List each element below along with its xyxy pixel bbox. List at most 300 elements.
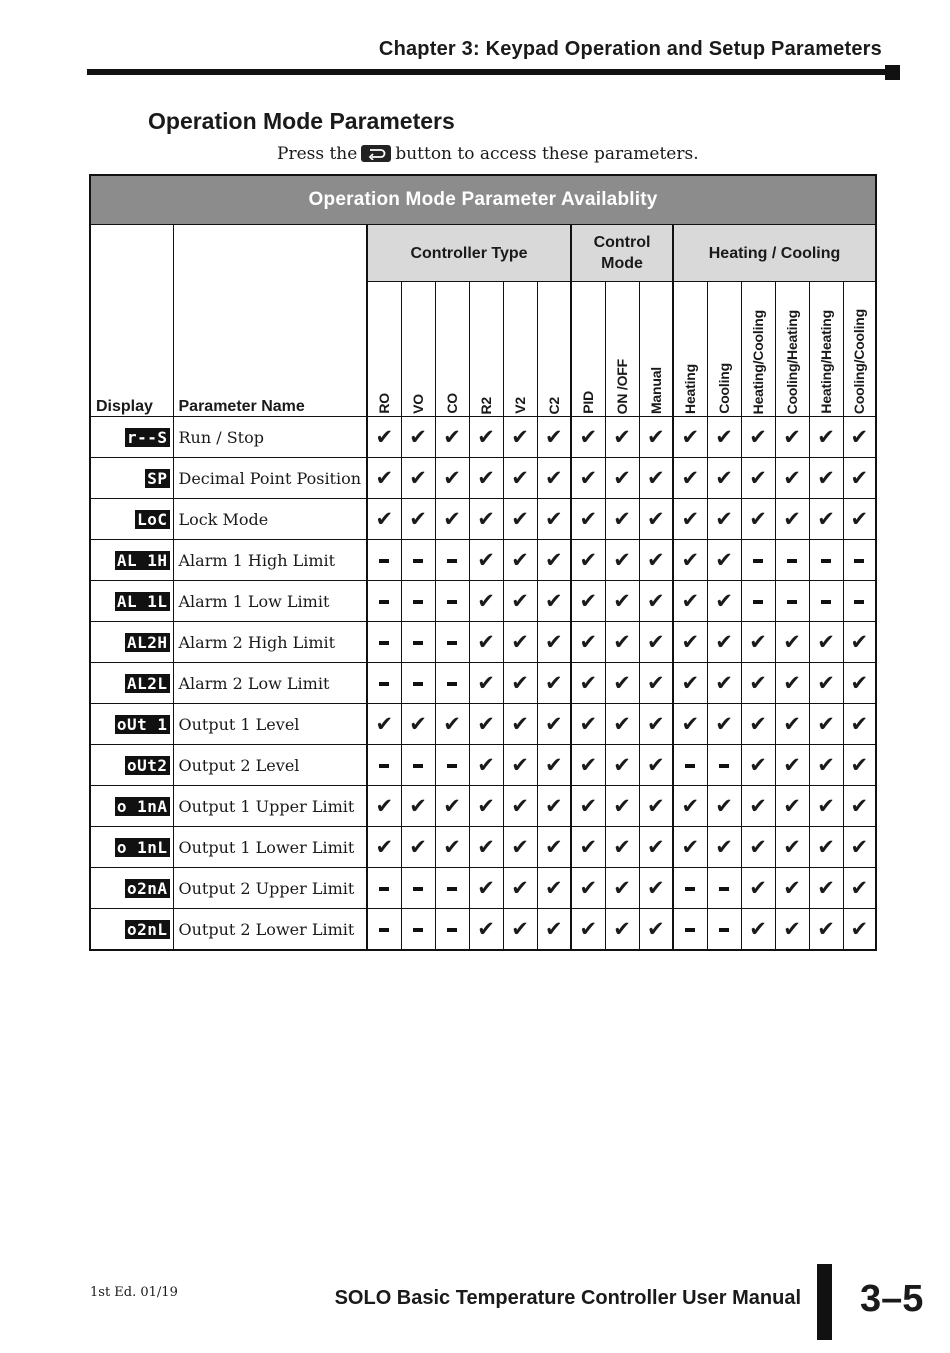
check-icon: ✔ (571, 581, 605, 622)
check-icon: ✔ (367, 827, 401, 868)
dash-mark (685, 887, 695, 891)
dash-mark (413, 764, 423, 768)
display-cell (90, 745, 173, 786)
check-icon: ✔ (843, 745, 876, 786)
dash-mark (379, 641, 389, 645)
column-header-label: Manual (647, 366, 664, 414)
check-icon: ✔ (639, 663, 673, 704)
column-header-label: RO (376, 393, 393, 414)
check-icon: ✔ (367, 704, 401, 745)
check-icon: ✔ (401, 458, 435, 499)
dash-mark (447, 600, 457, 604)
check-icon: ✔ (639, 868, 673, 909)
table-banner: Operation Mode Parameter Availablity (90, 175, 876, 225)
parameter-name-cell: Output 1 Level (173, 704, 367, 745)
check-icon: ✔ (775, 868, 809, 909)
lcd-display-code: o2nL (126, 919, 168, 939)
intro-after: button to access these parameters. (395, 144, 699, 164)
check-icon: ✔ (741, 786, 775, 827)
check-icon: ✔ (843, 417, 876, 458)
dash-mark (753, 559, 763, 563)
dash-icon (367, 745, 401, 786)
intro-before: Press the (277, 144, 358, 164)
dash-mark (753, 600, 763, 604)
dash-icon (367, 540, 401, 581)
display-cell (90, 417, 173, 458)
check-icon: ✔ (639, 458, 673, 499)
table-row (90, 868, 876, 909)
lcd-display-code: AL2L (126, 673, 168, 693)
dash-mark (854, 559, 864, 563)
check-icon: ✔ (503, 417, 537, 458)
check-icon: ✔ (469, 909, 503, 951)
check-icon: ✔ (741, 622, 775, 663)
dash-icon (775, 540, 809, 581)
check-icon: ✔ (775, 704, 809, 745)
dash-icon (809, 540, 843, 581)
check-icon: ✔ (639, 909, 673, 951)
dash-icon (367, 581, 401, 622)
check-icon: ✔ (571, 786, 605, 827)
display-cell (90, 458, 173, 499)
check-icon: ✔ (809, 704, 843, 745)
section-title: Operation Mode Parameters (148, 108, 455, 134)
table-row (90, 827, 876, 868)
check-icon: ✔ (605, 499, 639, 540)
check-icon: ✔ (605, 540, 639, 581)
check-icon: ✔ (775, 909, 809, 951)
check-icon: ✔ (401, 499, 435, 540)
column-header (435, 282, 469, 417)
check-icon: ✔ (673, 581, 707, 622)
chapter-rule (87, 69, 887, 75)
dash-mark (413, 928, 423, 932)
check-icon: ✔ (469, 622, 503, 663)
check-icon: ✔ (707, 786, 741, 827)
group-control-mode-label: Control Mode (593, 234, 651, 272)
check-icon: ✔ (809, 458, 843, 499)
dash-mark (447, 764, 457, 768)
parameter-name-cell: Output 2 Level (173, 745, 367, 786)
column-header-label: CO (444, 393, 460, 414)
check-icon: ✔ (605, 786, 639, 827)
check-icon: ✔ (639, 540, 673, 581)
table-row (90, 581, 876, 622)
check-icon: ✔ (809, 622, 843, 663)
dash-icon (435, 663, 469, 704)
chapter-title: Chapter 3: Keypad Operation and Setup Parameters (378, 38, 882, 60)
check-icon: ✔ (639, 827, 673, 868)
check-icon: ✔ (775, 827, 809, 868)
dash-icon (401, 622, 435, 663)
check-icon: ✔ (571, 417, 605, 458)
check-icon: ✔ (707, 622, 741, 663)
dash-mark (379, 928, 389, 932)
check-icon: ✔ (537, 458, 571, 499)
check-icon: ✔ (673, 786, 707, 827)
check-icon: ✔ (843, 622, 876, 663)
display-cell (90, 540, 173, 581)
dash-icon (673, 868, 707, 909)
check-icon: ✔ (571, 458, 605, 499)
lcd-display-code: LoC (137, 509, 168, 529)
dash-mark (719, 928, 729, 932)
check-icon: ✔ (775, 458, 809, 499)
dash-mark (821, 600, 831, 604)
check-icon: ✔ (809, 417, 843, 458)
column-header (571, 282, 605, 417)
check-icon: ✔ (401, 827, 435, 868)
check-icon: ✔ (775, 745, 809, 786)
column-header-label: Heating (682, 364, 699, 414)
display-cell (90, 663, 173, 704)
dash-mark (379, 764, 389, 768)
check-icon: ✔ (639, 581, 673, 622)
table-row (90, 663, 876, 704)
check-icon: ✔ (639, 499, 673, 540)
check-icon: ✔ (469, 704, 503, 745)
column-header (741, 282, 775, 417)
check-icon: ✔ (843, 868, 876, 909)
lcd-display-code: AL 1L (116, 591, 168, 611)
intro-text (277, 144, 699, 164)
check-icon: ✔ (605, 663, 639, 704)
check-icon: ✔ (605, 827, 639, 868)
parameter-name-header: Parameter Name (173, 225, 367, 417)
check-icon: ✔ (469, 745, 503, 786)
check-icon: ✔ (843, 909, 876, 951)
dash-mark (413, 887, 423, 891)
column-header-label: VO (410, 394, 426, 414)
check-icon: ✔ (673, 704, 707, 745)
column-header (707, 282, 741, 417)
check-icon: ✔ (367, 458, 401, 499)
check-icon: ✔ (673, 663, 707, 704)
column-header (469, 282, 503, 417)
table-row (90, 704, 876, 745)
dash-icon (435, 540, 469, 581)
check-icon: ✔ (809, 868, 843, 909)
check-icon: ✔ (537, 786, 571, 827)
check-icon: ✔ (775, 663, 809, 704)
check-icon: ✔ (503, 827, 537, 868)
check-icon: ✔ (741, 868, 775, 909)
dash-mark (787, 559, 797, 563)
parameter-name-cell: Alarm 2 High Limit (173, 622, 367, 663)
column-header-label: Cooling/Cooling (851, 308, 868, 414)
table-row (90, 499, 876, 540)
check-icon: ✔ (503, 704, 537, 745)
check-icon: ✔ (605, 704, 639, 745)
dash-icon (401, 581, 435, 622)
check-icon: ✔ (469, 663, 503, 704)
check-icon: ✔ (775, 499, 809, 540)
dash-icon (367, 622, 401, 663)
lcd-display-code: r--S (126, 427, 168, 447)
check-icon: ✔ (571, 704, 605, 745)
dash-mark (685, 764, 695, 768)
dash-icon (401, 540, 435, 581)
dash-icon (741, 540, 775, 581)
check-icon: ✔ (571, 909, 605, 951)
parameter-name-cell: Run / Stop (173, 417, 367, 458)
check-icon: ✔ (639, 622, 673, 663)
check-icon: ✔ (809, 786, 843, 827)
check-icon: ✔ (537, 868, 571, 909)
dash-mark (447, 887, 457, 891)
chapter-rule-end (885, 65, 900, 80)
check-icon: ✔ (469, 868, 503, 909)
check-icon: ✔ (367, 417, 401, 458)
check-icon: ✔ (707, 663, 741, 704)
dash-icon (741, 581, 775, 622)
check-icon: ✔ (707, 704, 741, 745)
check-icon: ✔ (741, 458, 775, 499)
check-icon: ✔ (435, 458, 469, 499)
dash-icon (707, 868, 741, 909)
parameter-name-cell: Output 1 Upper Limit (173, 786, 367, 827)
check-icon: ✔ (843, 458, 876, 499)
table-row (90, 909, 876, 951)
dash-icon (401, 663, 435, 704)
column-header-label: Heating/Cooling (750, 309, 766, 414)
check-icon: ✔ (741, 704, 775, 745)
dash-mark (447, 682, 457, 686)
dash-mark (413, 600, 423, 604)
dash-mark (447, 928, 457, 932)
dash-icon (775, 581, 809, 622)
check-icon: ✔ (673, 417, 707, 458)
column-header (843, 282, 876, 417)
check-icon: ✔ (809, 745, 843, 786)
dash-mark (719, 887, 729, 891)
check-icon: ✔ (571, 745, 605, 786)
check-icon: ✔ (843, 827, 876, 868)
dash-icon (401, 868, 435, 909)
check-icon: ✔ (775, 786, 809, 827)
check-icon: ✔ (503, 868, 537, 909)
parameter-name-cell: Decimal Point Position (173, 458, 367, 499)
check-icon: ✔ (707, 499, 741, 540)
check-icon: ✔ (503, 663, 537, 704)
display-cell (90, 581, 173, 622)
check-icon: ✔ (469, 540, 503, 581)
dash-icon (435, 622, 469, 663)
check-icon: ✔ (809, 663, 843, 704)
check-icon: ✔ (707, 417, 741, 458)
check-icon: ✔ (741, 745, 775, 786)
lcd-display-code: oUt2 (126, 755, 168, 775)
check-icon: ✔ (673, 499, 707, 540)
dash-icon (435, 909, 469, 951)
check-icon: ✔ (537, 704, 571, 745)
display-cell (90, 868, 173, 909)
check-icon: ✔ (639, 745, 673, 786)
check-icon: ✔ (843, 663, 876, 704)
check-icon: ✔ (639, 786, 673, 827)
table-row (90, 458, 876, 499)
dash-mark (854, 600, 864, 604)
check-icon: ✔ (367, 786, 401, 827)
column-header-label: Heating/Heating (818, 310, 834, 414)
parameter-name-cell: Alarm 1 Low Limit (173, 581, 367, 622)
dash-icon (809, 581, 843, 622)
dash-mark (719, 764, 729, 768)
dash-mark (447, 641, 457, 645)
display-header: Display (90, 225, 173, 417)
check-icon: ✔ (435, 786, 469, 827)
check-icon: ✔ (503, 458, 537, 499)
check-icon: ✔ (503, 745, 537, 786)
parameter-name-cell: Output 2 Upper Limit (173, 868, 367, 909)
check-icon: ✔ (605, 581, 639, 622)
dash-icon (435, 868, 469, 909)
column-header (673, 282, 707, 417)
dash-icon (367, 868, 401, 909)
check-icon: ✔ (537, 827, 571, 868)
column-header (809, 282, 843, 417)
check-icon: ✔ (537, 540, 571, 581)
column-header-label: ON /OFF (614, 358, 630, 414)
dash-icon (707, 745, 741, 786)
table-row (90, 540, 876, 581)
column-header (401, 282, 435, 417)
display-cell (90, 499, 173, 540)
table-row (90, 786, 876, 827)
check-icon: ✔ (605, 909, 639, 951)
check-icon: ✔ (605, 622, 639, 663)
dash-mark (413, 641, 423, 645)
check-icon: ✔ (639, 417, 673, 458)
column-header-label: Cooling (716, 363, 732, 414)
manual-title: SOLO Basic Temperature Controller User Manual (334, 1287, 801, 1309)
check-icon: ✔ (537, 745, 571, 786)
check-icon: ✔ (435, 499, 469, 540)
check-icon: ✔ (435, 417, 469, 458)
dash-icon (435, 581, 469, 622)
check-icon: ✔ (775, 622, 809, 663)
check-icon: ✔ (503, 499, 537, 540)
display-cell (90, 827, 173, 868)
check-icon: ✔ (401, 786, 435, 827)
check-icon: ✔ (741, 499, 775, 540)
dash-icon (673, 745, 707, 786)
check-icon: ✔ (605, 458, 639, 499)
column-header (775, 282, 809, 417)
check-icon: ✔ (639, 704, 673, 745)
group-heating-cooling: Heating / Cooling (673, 225, 876, 282)
dash-mark (379, 887, 389, 891)
check-icon: ✔ (707, 581, 741, 622)
check-icon: ✔ (605, 745, 639, 786)
display-cell (90, 786, 173, 827)
check-icon: ✔ (469, 827, 503, 868)
dash-icon (367, 663, 401, 704)
cycle-key-icon (361, 145, 391, 162)
column-header (503, 282, 537, 417)
dash-icon (707, 909, 741, 951)
check-icon: ✔ (605, 868, 639, 909)
dash-icon (843, 581, 876, 622)
dash-icon (435, 745, 469, 786)
check-icon: ✔ (775, 417, 809, 458)
lcd-display-code: SP (147, 468, 168, 488)
table-row (90, 417, 876, 458)
lcd-display-code: o2nA (126, 878, 168, 898)
check-icon: ✔ (741, 909, 775, 951)
check-icon: ✔ (435, 704, 469, 745)
check-icon: ✔ (537, 581, 571, 622)
check-icon: ✔ (503, 581, 537, 622)
dash-icon (401, 745, 435, 786)
dash-mark (685, 928, 695, 932)
check-icon: ✔ (843, 499, 876, 540)
dash-icon (367, 909, 401, 951)
check-icon: ✔ (843, 786, 876, 827)
dash-mark (379, 682, 389, 686)
check-icon: ✔ (401, 417, 435, 458)
check-icon: ✔ (707, 458, 741, 499)
display-cell (90, 704, 173, 745)
dash-icon (843, 540, 876, 581)
parameter-name-cell: Output 2 Lower Limit (173, 909, 367, 951)
parameter-availability-table (89, 174, 877, 951)
check-icon: ✔ (503, 540, 537, 581)
column-header-label: Cooling/Heating (784, 309, 800, 414)
check-icon: ✔ (673, 622, 707, 663)
dash-mark (821, 559, 831, 563)
check-icon: ✔ (537, 417, 571, 458)
check-icon: ✔ (469, 786, 503, 827)
check-icon: ✔ (571, 827, 605, 868)
lcd-display-code: oUt 1 (116, 714, 168, 734)
check-icon: ✔ (809, 499, 843, 540)
column-header (639, 282, 673, 417)
check-icon: ✔ (673, 458, 707, 499)
check-icon: ✔ (843, 704, 876, 745)
check-icon: ✔ (809, 827, 843, 868)
column-header-label: C2 (545, 396, 562, 414)
check-icon: ✔ (673, 827, 707, 868)
check-icon: ✔ (741, 663, 775, 704)
group-controller-type: Controller Type (367, 225, 571, 282)
column-header (537, 282, 571, 417)
check-icon: ✔ (503, 909, 537, 951)
column-header-label: V2 (512, 397, 528, 414)
column-header-label: PID (580, 391, 597, 414)
check-icon: ✔ (435, 827, 469, 868)
check-icon: ✔ (673, 540, 707, 581)
column-header (367, 282, 401, 417)
check-icon: ✔ (707, 540, 741, 581)
dash-mark (447, 559, 457, 563)
parameter-name-cell: Alarm 2 Low Limit (173, 663, 367, 704)
check-icon: ✔ (707, 827, 741, 868)
dash-mark (379, 600, 389, 604)
check-icon: ✔ (367, 499, 401, 540)
dash-icon (673, 909, 707, 951)
table-row (90, 745, 876, 786)
column-header-label: R2 (478, 396, 494, 414)
check-icon: ✔ (537, 622, 571, 663)
lcd-display-code: AL 1H (116, 550, 168, 570)
lcd-display-code: o 1nL (116, 837, 168, 857)
check-icon: ✔ (401, 704, 435, 745)
check-icon: ✔ (469, 417, 503, 458)
dash-icon (401, 909, 435, 951)
dash-mark (413, 682, 423, 686)
column-header (605, 282, 639, 417)
